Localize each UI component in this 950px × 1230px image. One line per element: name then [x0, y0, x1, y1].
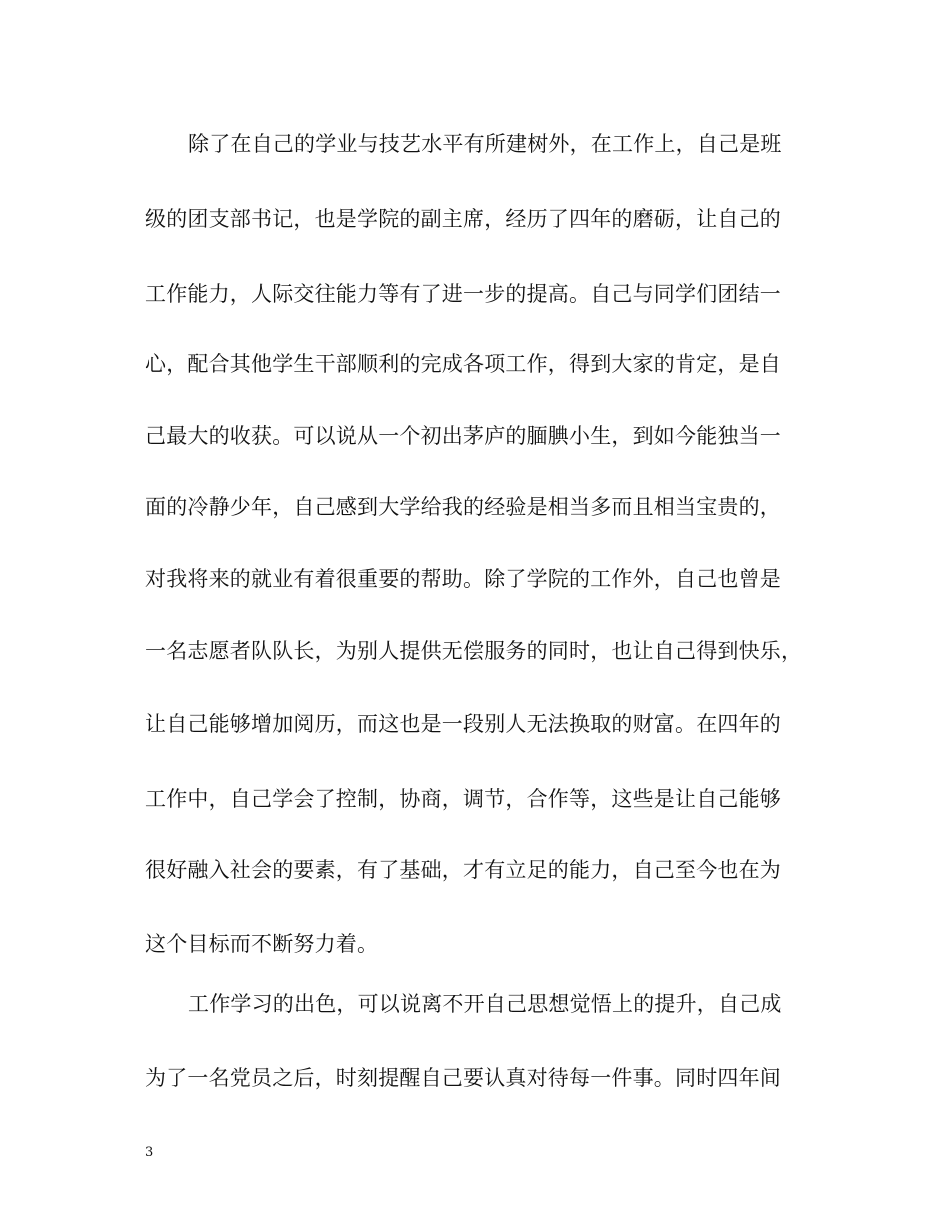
paragraph-2-line-1: 工作学习的出色，可以说离不开自己思想觉悟上的提升，自己成 — [188, 992, 782, 1016]
paragraph-1-line-12: 这个目标而不断努力着。 — [145, 932, 379, 956]
paragraph-1-line-11: 很好融入社会的要素，有了基础，才有立足的能力，自己至今也在为 — [145, 858, 781, 882]
page-number: 3 — [145, 1145, 154, 1160]
paragraph-1-line-4: 心，配合其他学生干部顺利的完成各项工作，得到大家的肯定，是自 — [145, 352, 781, 376]
paragraph-1-line-8: 一名志愿者队队长，为别人提供无偿服务的同时，也让自己得到快乐， — [145, 639, 803, 663]
paragraph-1-line-10: 工作中，自己学会了控制，协商，调节，合作等，这些是让自己能够 — [145, 787, 781, 811]
paragraph-1-line-5: 己最大的收获。可以说从一个初出茅庐的腼腆小生，到如今能独当一 — [145, 424, 781, 448]
paragraph-1-line-2: 级的团支部书记，也是学院的副主席，经历了四年的磨砺，让自己的 — [145, 207, 781, 231]
paragraph-1-line-9: 让自己能够增加阅历，而这也是一段别人无法换取的财富。在四年的 — [145, 712, 781, 736]
paragraph-1-line-7: 对我将来的就业有着很重要的帮助。除了学院的工作外，自己也曾是 — [145, 567, 781, 591]
paragraph-1-line-3: 工作能力，人际交往能力等有了进一步的提高。自己与同学们团结一 — [145, 282, 781, 306]
paragraph-1-line-6: 面的冷静少年，自己感到大学给我的经验是相当多而且相当宝贵的， — [145, 495, 781, 519]
paragraph-1-line-1: 除了在自己的学业与技艺水平有所建树外，在工作上，自己是班 — [188, 132, 782, 156]
paragraph-2-line-2: 为了一名党员之后，时刻提醒自己要认真对待每一件事。同时四年间 — [145, 1066, 781, 1090]
